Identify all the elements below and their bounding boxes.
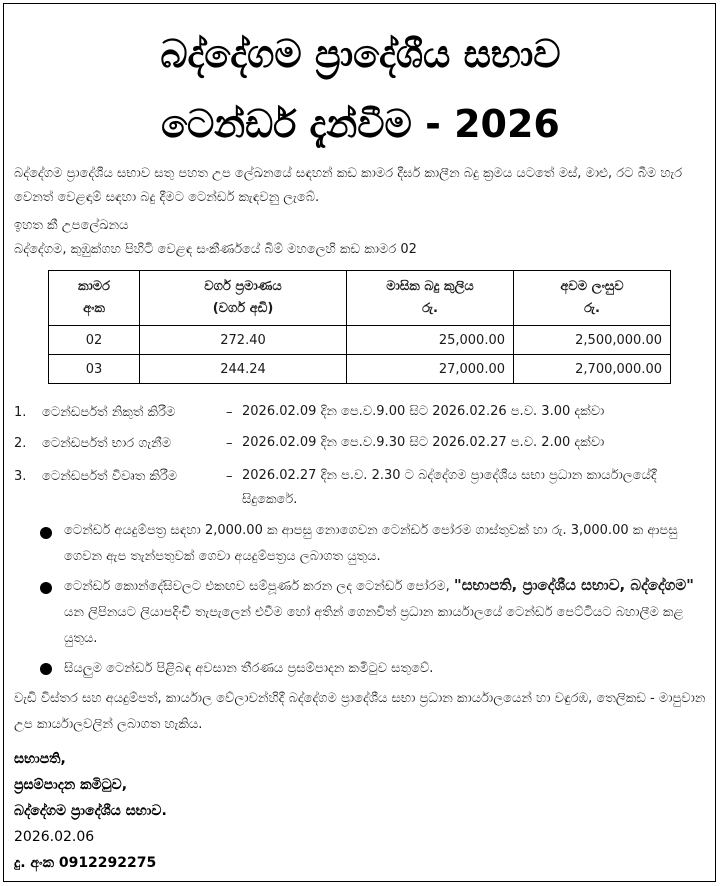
bullet-fees: ටෙන්ඩර් අයදුම්පත්‍ර සඳහා 2,000.00 ක ආපසු නොගෙවන ටෙන්ඩර් පෝරම ගාස්තුවක් හා රු. 3,000.00 ක ආපසු ගෙවන ඇප තැන්පතුවක් ගෙවා අයදුම්පත්‍රය ලබාගත යුතුය.	[64, 523, 678, 564]
schedule-label: ටෙන්ඩර්පත් විවෘත කිරීම	[42, 469, 178, 484]
schedule-value: 2026.02.09 දින පෙ.ව.9.30 සිට 2026.02.27 ප.ව. 2.00 දක්වා	[242, 435, 605, 450]
room-area: 244.24	[140, 355, 347, 384]
shop-rooms-table	[48, 270, 671, 384]
council-title: බද්දේගම ප්‍රාදේශීය සභාව	[160, 32, 561, 76]
header-room-number: කාමර අංක	[49, 271, 140, 326]
schedule-title: ඉහත කී උපලේඛනය	[14, 218, 129, 233]
schedule-label: ටෙන්ඩර්පත් භාර ගැනීම	[42, 436, 172, 451]
room-area: 272.40	[140, 326, 347, 355]
signature-committee: ප්‍රසම්පාදන කමිටුව,	[14, 777, 128, 793]
room-number: 02	[49, 326, 140, 355]
bullet-icon	[40, 582, 52, 594]
signature-chairman: සභාපති,	[14, 751, 66, 767]
location-line: බද්දේගම, කුඹුක්ගහ පිහිටි වෙළඳ සංකීර්ණයේ බිම් මහලෙහි කඩ කාමර 02	[14, 242, 417, 257]
minimum-bid: 2,700,000.00	[514, 355, 671, 384]
header-area: වර්ග ප්‍රමාණය (වර්ග අඩි)	[140, 271, 347, 326]
signature-date: 2026.02.06	[14, 829, 95, 845]
schedule-value: 2026.02.09 දින පෙ.ව.9.00 සිට 2026.02.26 ප.ව. 3.00 දක්වා	[242, 404, 605, 419]
header-monthly-rent: මාසික බදු කුලිය රු.	[347, 271, 514, 326]
minimum-bid: 2,500,000.00	[514, 326, 671, 355]
monthly-rent: 27,000.00	[347, 355, 514, 384]
bullet-icon	[40, 527, 52, 539]
intro-paragraph: බද්දේගම ප්‍රාදේශීය සභාව සතු පහත උප ලේඛනයේ සඳහන් කඩ කාමර දීර්ඝ කාලීන බදු ක්‍රමය යටතේ මස්, මාළු, රට බීම හැර වෙනත් වෙළඳාම් සඳහා බදු දීමට ටෙන්ඩර් කැඳවනු ලැබේ.	[14, 166, 683, 205]
schedule-value: 2026.02.27 දින ප.ව. 2.30 ට බද්දේගම ප්‍රාදේශීය සභා ප්‍රධාන කාර්යාලයේදී සිදුකෙරේ.	[242, 468, 657, 507]
room-number: 03	[49, 355, 140, 384]
tender-notice-title: ටෙන්ඩර් දැන්වීම - 2026	[161, 102, 560, 146]
bullet-submission: ටෙන්ඩර් කොන්දේසිවලට එකඟව සම්පූර්ණ කරන ලද ටෙන්ඩර් පෝරම, "සභාපති, ප්‍රාදේශීය සභාව, බද්දේගම" යන ලිපිනයට ලියාපදිංචි තැපැලෙන් එවීම හෝ අතින් ගෙනවිත් ප්‍රධාන කාර්යාලයේ ටෙන්ඩර් පෙට්ටියට බහාලීම කළ යුතුය.	[64, 576, 694, 646]
contact-phone: දු. අංක 0912292275	[14, 855, 157, 871]
bullet-icon	[40, 663, 52, 675]
signature-council: බද්දේගම ප්‍රාදේශීය සභාව.	[14, 803, 167, 819]
monthly-rent: 25,000.00	[347, 326, 514, 355]
bullet-final-decision: සියලුම ටෙන්ඩර් පිළිබඳ අවසාන තීරණය ප්‍රසම්පාදන කමිටුව සතුවේ.	[64, 661, 434, 676]
table-row	[49, 355, 671, 384]
table-header-row	[49, 271, 671, 326]
further-details: වැඩි විස්තර සහ අයදුම්පත්, කාර්යාල වේලාවන්හිදී බද්දේගම ප්‍රාදේශීය සභා ප්‍රධාන කාර්යාලයෙන් හා වඳුරඹ, තෙලිකඩ - මාපුවාන උප කාර්යාලවලින් ලබාගත හැකිය.	[14, 691, 706, 732]
schedule-label: ටෙන්ඩර්පත් නිකුත් කිරීම	[42, 405, 176, 420]
header-minimum-bid: අවම ලංසුව රු.	[514, 271, 671, 326]
table-row	[49, 326, 671, 355]
